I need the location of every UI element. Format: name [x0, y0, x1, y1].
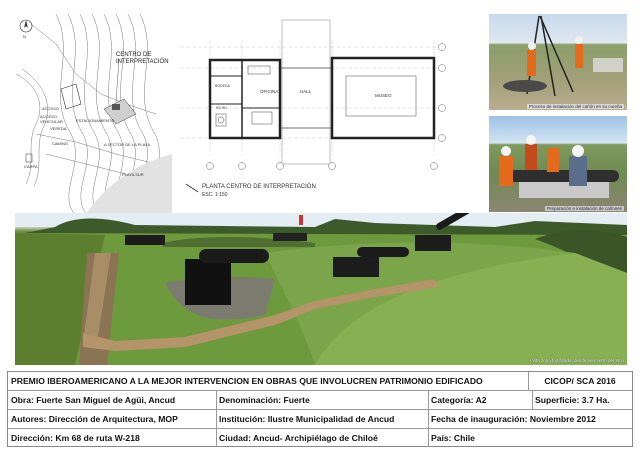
photo-cannon-preparation — [489, 116, 627, 212]
site-label-playa-sur: PLAYA SUR — [122, 172, 144, 177]
categoria: Categoría: A2 — [431, 395, 487, 405]
obra: Obra: Fuerte San Miguel de Agüi, Ancud — [11, 395, 176, 405]
site-label-estacionamiento: ESTACIONAMIENTO — [76, 118, 115, 123]
direccion: Dirección: Km 68 de ruta W-218 — [11, 433, 140, 443]
denominacion: Denominación: Fuerte — [219, 395, 310, 405]
site-label-acceso-vehicular: ACCESO VEHICULAR — [40, 114, 63, 124]
centro-label: CENTRO DE INTERPRETACIÓN — [116, 52, 169, 65]
info-table — [7, 371, 633, 447]
site-label-acceso: ACCESO — [42, 106, 59, 111]
north-label: N — [23, 34, 26, 39]
photo-cannon-installation — [489, 14, 627, 110]
photo-top-scene — [489, 14, 627, 110]
main-photo-scene — [15, 213, 627, 365]
superficie: Superficie: 3.7 Ha. — [535, 395, 610, 405]
room-sshh: SS.HH. — [216, 106, 228, 110]
site-label-camino: CAMINO — [52, 141, 68, 146]
photo-top-caption: Proceso de instalación del cañón en su cureña — [528, 104, 622, 109]
main-photo-fort — [15, 213, 627, 365]
site-label-vereda: VEREDA — [50, 126, 67, 131]
ciudad: Ciudad: Ancud- Archipiélago de Chiloé — [219, 433, 378, 443]
floor-plan-title: PLANTA CENTRO DE INTERPRETACIÓN — [202, 184, 316, 190]
main-photo-caption: Vista zona fortificada, desde perímetro del Sitio — [529, 358, 624, 363]
site-label-carpa: CARPA — [24, 164, 38, 169]
institucion: Institución: Ilustre Municipalidad de Ancud — [219, 414, 395, 424]
site-plan — [16, 14, 172, 216]
photo-bottom-scene — [489, 116, 627, 212]
photo-bottom-caption: Preparación e instalación de cañones — [546, 206, 622, 211]
room-bodega: BODEGA — [215, 84, 230, 88]
fecha-inauguracion: Fecha de inauguración: Noviembre 2012 — [431, 414, 596, 424]
pais: País: Chile — [431, 433, 475, 443]
floor-plan-scale: ESC. 1:150 — [202, 192, 228, 198]
room-oficina: OFICINA — [260, 89, 279, 94]
site-label-sector-playa: A SECTOR DE LA PLAYA — [104, 142, 151, 147]
floor-plan — [180, 16, 480, 216]
autores: Autores: Dirección de Arquitectura, MOP — [11, 414, 178, 424]
award-code: CICOP/ SCA 2016 — [544, 376, 616, 386]
room-museo: MUSEO — [375, 93, 392, 98]
award-title: PREMIO IBEROAMERICANO A LA MEJOR INTERVENCION EN OBRAS QUE INVOLUCREN PATRIMONIO EDIFICADO — [11, 376, 483, 386]
room-hall: HALL — [300, 89, 312, 94]
